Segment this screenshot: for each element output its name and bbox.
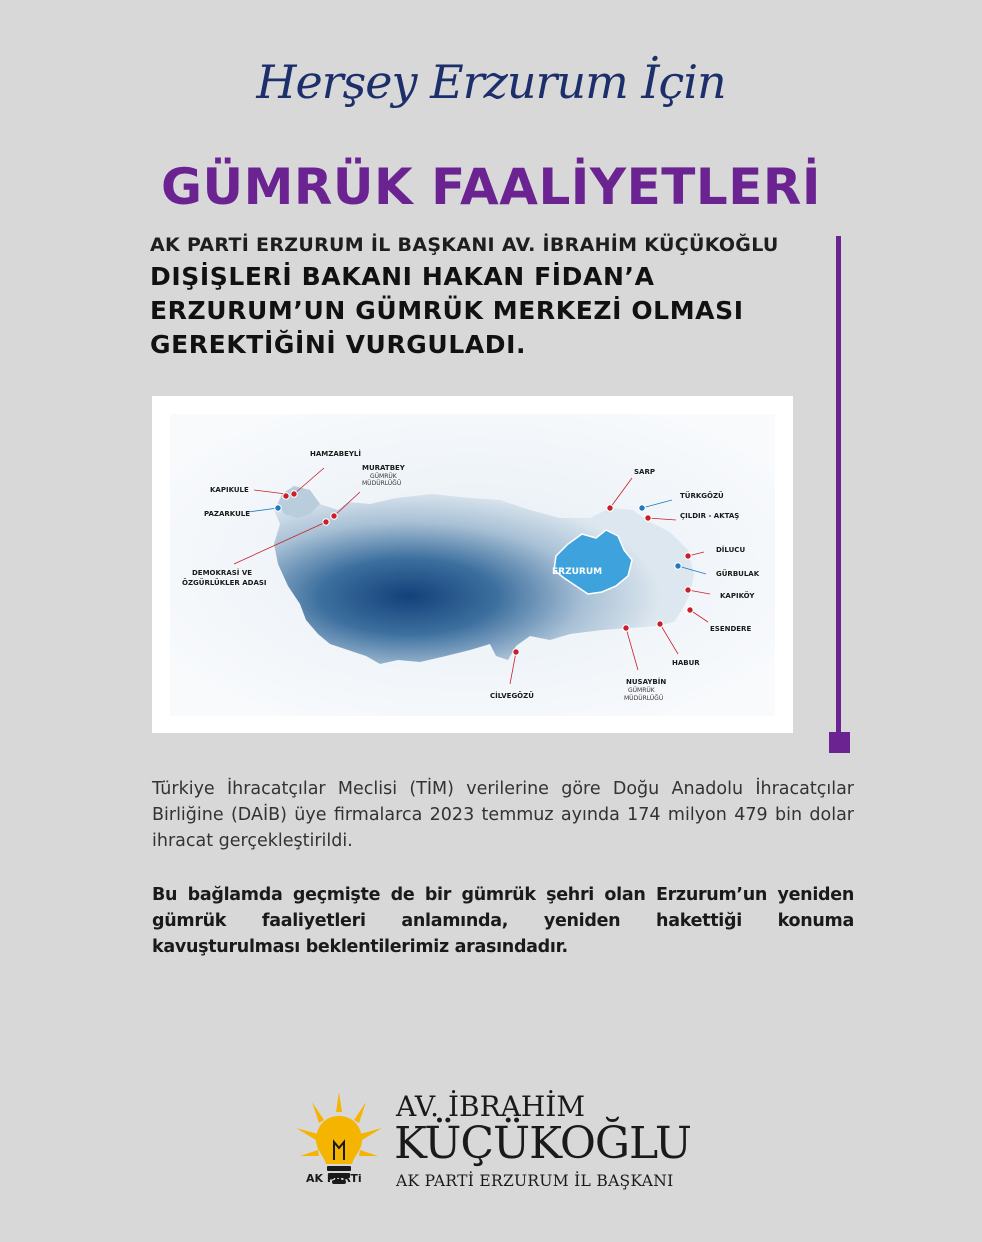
label-muratbey-sub1: GÜMRÜK (370, 473, 397, 480)
label-pazarkule: PAZARKULE (204, 510, 251, 518)
marker-habur (657, 621, 663, 627)
label-gurbulak: GÜRBULAK (716, 570, 760, 578)
marker-muratbey (331, 513, 337, 519)
label-muratbey-sub2: MÜDÜRLÜĞÜ (362, 480, 402, 487)
decorative-square (829, 732, 850, 753)
subtitle-line-1: AK PARTİ ERZURUM İL BAŞKANI AV. İBRAHİM KÜÇÜKOĞLU (150, 234, 779, 256)
marker-demokrasi (323, 519, 329, 525)
customs-map (152, 396, 793, 733)
marker-turkgozu (639, 505, 645, 511)
label-nusaybin-sub2: MÜDÜRLÜĞÜ (624, 695, 664, 702)
subtitle-line-4: GEREKTİĞİNİ VURGULADI. (150, 330, 527, 359)
label-muratbey: MURATBEY (362, 464, 405, 472)
marker-gurbulak (675, 563, 681, 569)
marker-cildir (645, 515, 651, 521)
marker-dilucu (685, 553, 691, 559)
label-esendere: ESENDERE (710, 625, 752, 633)
decorative-vertical-line (836, 236, 841, 736)
marker-pazarkule (275, 505, 281, 511)
marker-cilvegozu (513, 649, 519, 655)
erzurum-label: ERZURUM (552, 567, 603, 577)
label-cildir: ÇILDIR - AKTAŞ (680, 512, 740, 520)
marker-kapikule (283, 493, 289, 499)
marker-kapikoy (685, 587, 691, 593)
marker-hamzabeyli (291, 491, 297, 497)
label-hamzabeyli: HAMZABEYLİ (310, 450, 361, 458)
name-first: AV. İBRAHİM (396, 1090, 586, 1123)
paragraph-expectation: Bu bağlamda geçmişte de bir gümrük şehri olan Erzurum’un yeniden gümrük faaliyetleri anlamında, yeniden hakettiği konuma kavuşturulması beklentilerimiz arasındadır. (152, 885, 854, 957)
label-sarp: SARP (634, 468, 655, 476)
slogan: Herşey Erzurum İçin (256, 55, 726, 109)
label-habur: HABUR (672, 659, 700, 667)
label-nusaybin-sub1: GÜMRÜK (628, 687, 655, 694)
subtitle-line-2: DIŞİŞLERİ BAKANI HAKAN FİDAN’A (150, 262, 655, 291)
bulb-icon (316, 1116, 362, 1164)
role-title: AK PARTİ ERZURUM İL BAŞKANI (396, 1172, 674, 1190)
party-label: AK PARTi (306, 1172, 362, 1185)
marker-sarp (607, 505, 613, 511)
marker-nusaybin (623, 625, 629, 631)
label-turkgozu: TÜRKGÖZÜ (680, 492, 724, 500)
paragraph-export-stats: Türkiye İhracatçılar Meclisi (TİM) verilerine göre Doğu Anadolu İhracatçılar Birliğine (DAİB) üye firmalarca 2023 temmuz ayında 174 milyon 479 bin dolar ihracat gerçekleştirildi. (152, 779, 854, 851)
label-nusaybin: NUSAYBİN (626, 678, 667, 686)
name-surname: KÜÇÜKOĞLU (394, 1118, 691, 1169)
label-demokrasi-1: DEMOKRASİ VE (192, 569, 253, 577)
label-demokrasi-2: ÖZGÜRLÜKLER ADASI (182, 579, 267, 587)
label-kapikoy: KAPIKÖY (720, 592, 755, 600)
label-cilvegozu: CİLVEGÖZÜ (490, 692, 534, 700)
subtitle-line-3: ERZURUM’UN GÜMRÜK MERKEZİ OLMASI (150, 296, 744, 325)
label-dilucu: DİLUCU (716, 546, 746, 554)
subtitle-headline (150, 260, 744, 362)
turkey-map-svg (170, 414, 775, 716)
marker-esendere (687, 607, 693, 613)
label-kapikule: KAPIKULE (210, 486, 249, 494)
page-title: GÜMRÜK FAALİYETLERİ (160, 158, 821, 216)
